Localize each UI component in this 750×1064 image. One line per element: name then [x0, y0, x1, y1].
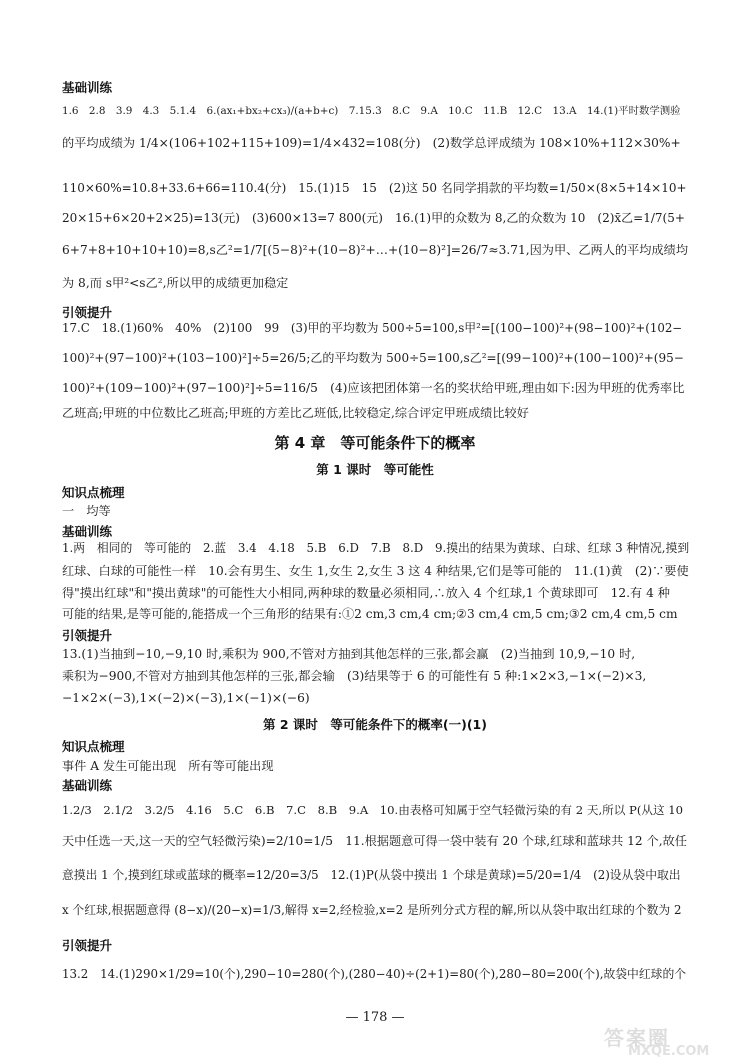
- answer-line: 乘积为−900,不管对方抽到其他怎样的三张,都会输 (3)结果等于 6 的可能性有 5 种:1×2×3,−1×(−2)×3,: [62, 669, 647, 683]
- lesson-title: 第 1 课时 等可能性: [316, 462, 434, 477]
- watermark: [598, 1022, 736, 1060]
- answer-line: 可能的结果,是等可能的,能搭成一个三角形的结果有:①2 cm,3 cm,4 cm;②3 cm,4 cm,5 cm;③2 cm,4 cm,5 cm: [62, 607, 678, 621]
- answer-line: 17.C 18.(1)60% 40% (2)100 99 (3)甲的平均数为 500÷5=100,s甲²=[(100−100)²+(98−100)²+(102−: [62, 321, 683, 335]
- answer-line: 100)²+(109−100)²+(97−100)²]÷5=116/5 (4)应该把团体第一名的奖状给甲班,理由如下:因为甲班的优秀率比: [62, 381, 685, 395]
- answer-line: 意摸出 1 个,摸到红球或蓝球的概率=12/20=3/5 12.(1)P(从袋中摸出 1 个球是黄球)=5/20=1/4 (2)设从袋中取出: [62, 868, 681, 882]
- section-heading-knowledge: 知识点梳理: [62, 739, 125, 754]
- answer-line: x 个红球,根据题意得 (8−x)/(20−x)=1/3,解得 x=2,经检验,x=2 是所列分式方程的解,所以从袋中取出红球的个数为 2: [62, 903, 682, 917]
- answer-line: 乙班高;甲班的中位数比乙班高;甲班的方差比乙班低,比较稳定,综合评定甲班成绩比较好: [62, 406, 529, 420]
- lesson-title: 第 2 课时 等可能条件下的概率(一)(1): [263, 717, 487, 732]
- answer-line: 1.两 相同的 等可能的 2.蓝 3.4 4.18 5.B 6.D 7.B 8.D 9.摸出的结果为黄球、白球、红球 3 种情况,摸到: [62, 541, 690, 555]
- knowledge-answer: 事件 A 发生可能出现 所有等可能出现: [62, 759, 274, 773]
- section-heading-basic-training: 基础训练: [62, 80, 113, 95]
- answer-line: 的平均成绩为 1/4×(106+102+115+109)=1/4×432=108(分) (2)数学总评成绩为 108×10%+112×30%+: [62, 136, 681, 150]
- chapter-title: 第 4 章 等可能条件下的概率: [274, 434, 476, 452]
- section-heading-advance: 引领提升: [62, 938, 113, 953]
- answer-line: 1.6 2.8 3.9 4.3 5.1.4 6.(ax₁+bx₂+cx₃)/(a+b+c) 7.15.3 8.C 9.A 10.C 11.B 12.C 13.A 14.(1)平时数学测验: [62, 105, 681, 117]
- answer-line: −1×2×(−3),1×(−2)×(−3),1×(−1)×(−6): [62, 691, 310, 705]
- section-heading-basic-training: 基础训练: [62, 778, 113, 793]
- answer-line: 13.(1)当抽到−10,−9,10 时,乘积为 900,不管对方抽到其他怎样的三张,都会赢 (2)当抽到 10,9,−10 时,: [62, 647, 636, 661]
- section-heading-knowledge: 知识点梳理: [62, 485, 125, 500]
- answer-line: 110×60%=10.8+33.6+66=110.4(分) 15.(1)15 15 (2)这 50 名同学捐款的平均数=1/50×(8×5+14×10+: [62, 181, 687, 195]
- answer-line: 红球、白球的可能性一样 10.会有男生、女生 1,女生 2,女生 3 这 4 种结果,它们是等可能的 11.(1)黄 (2)∵要使: [62, 564, 689, 578]
- section-heading-basic-training: 基础训练: [62, 524, 113, 539]
- section-heading-advance: 引领提升: [62, 628, 113, 643]
- answer-line: 20×15+6×20+2×25)=13(元) (3)600×13=7 800(元) 16.(1)甲的众数为 8,乙的众数为 10 (2)x̄乙=1/7(5+: [62, 211, 685, 225]
- answer-line: 13.2 14.(1)290×1/29=10(个),290−10=280(个),(280−40)÷(2+1)=80(个),280−80=200(个),故袋中红球的个: [62, 967, 687, 981]
- knowledge-answer: 一 均等: [62, 504, 111, 518]
- watermark-logo: 答案圈: [604, 1026, 670, 1050]
- section-heading-advance: 引领提升: [62, 305, 113, 320]
- answer-line: 100)²+(97−100)²+(103−100)²]÷5=26/5;乙的平均数为 500÷5=100,s乙²=[(99−100)²+(100−100)²+(95−: [62, 351, 684, 365]
- answer-line: 6+7+8+10+10+10)=8,s乙²=1/7[(5−8)²+(10−8)²+…+(10−8)²]=26/7≈3.71,因为甲、乙两人的平均成绩均: [62, 243, 689, 257]
- answer-line: 为 8,而 s甲²<s乙²,所以甲的成绩更加稳定: [62, 276, 289, 290]
- answer-line: 1.2/3 2.1/2 3.2/5 4.16 5.C 6.B 7.C 8.B 9.A 10.由表格可知属于空气轻微污染的有 2 天,所以 P(从这 10: [62, 803, 683, 817]
- answer-line: 天中任选一天,这一天的空气轻微污染)=2/10=1/5 11.根据题意可得一袋中装有 20 个球,红球和蓝球共 12 个,故任: [62, 834, 687, 848]
- watermark-url: MXQE.COM: [628, 1044, 710, 1059]
- page-number: — 178 —: [345, 1010, 405, 1025]
- answer-line: 得"摸出红球"和"摸出黄球"的可能性大小相同,两种球的数量必须相同,∴放入 4 个红球,1 个黄球即可 12.有 4 种: [62, 586, 670, 600]
